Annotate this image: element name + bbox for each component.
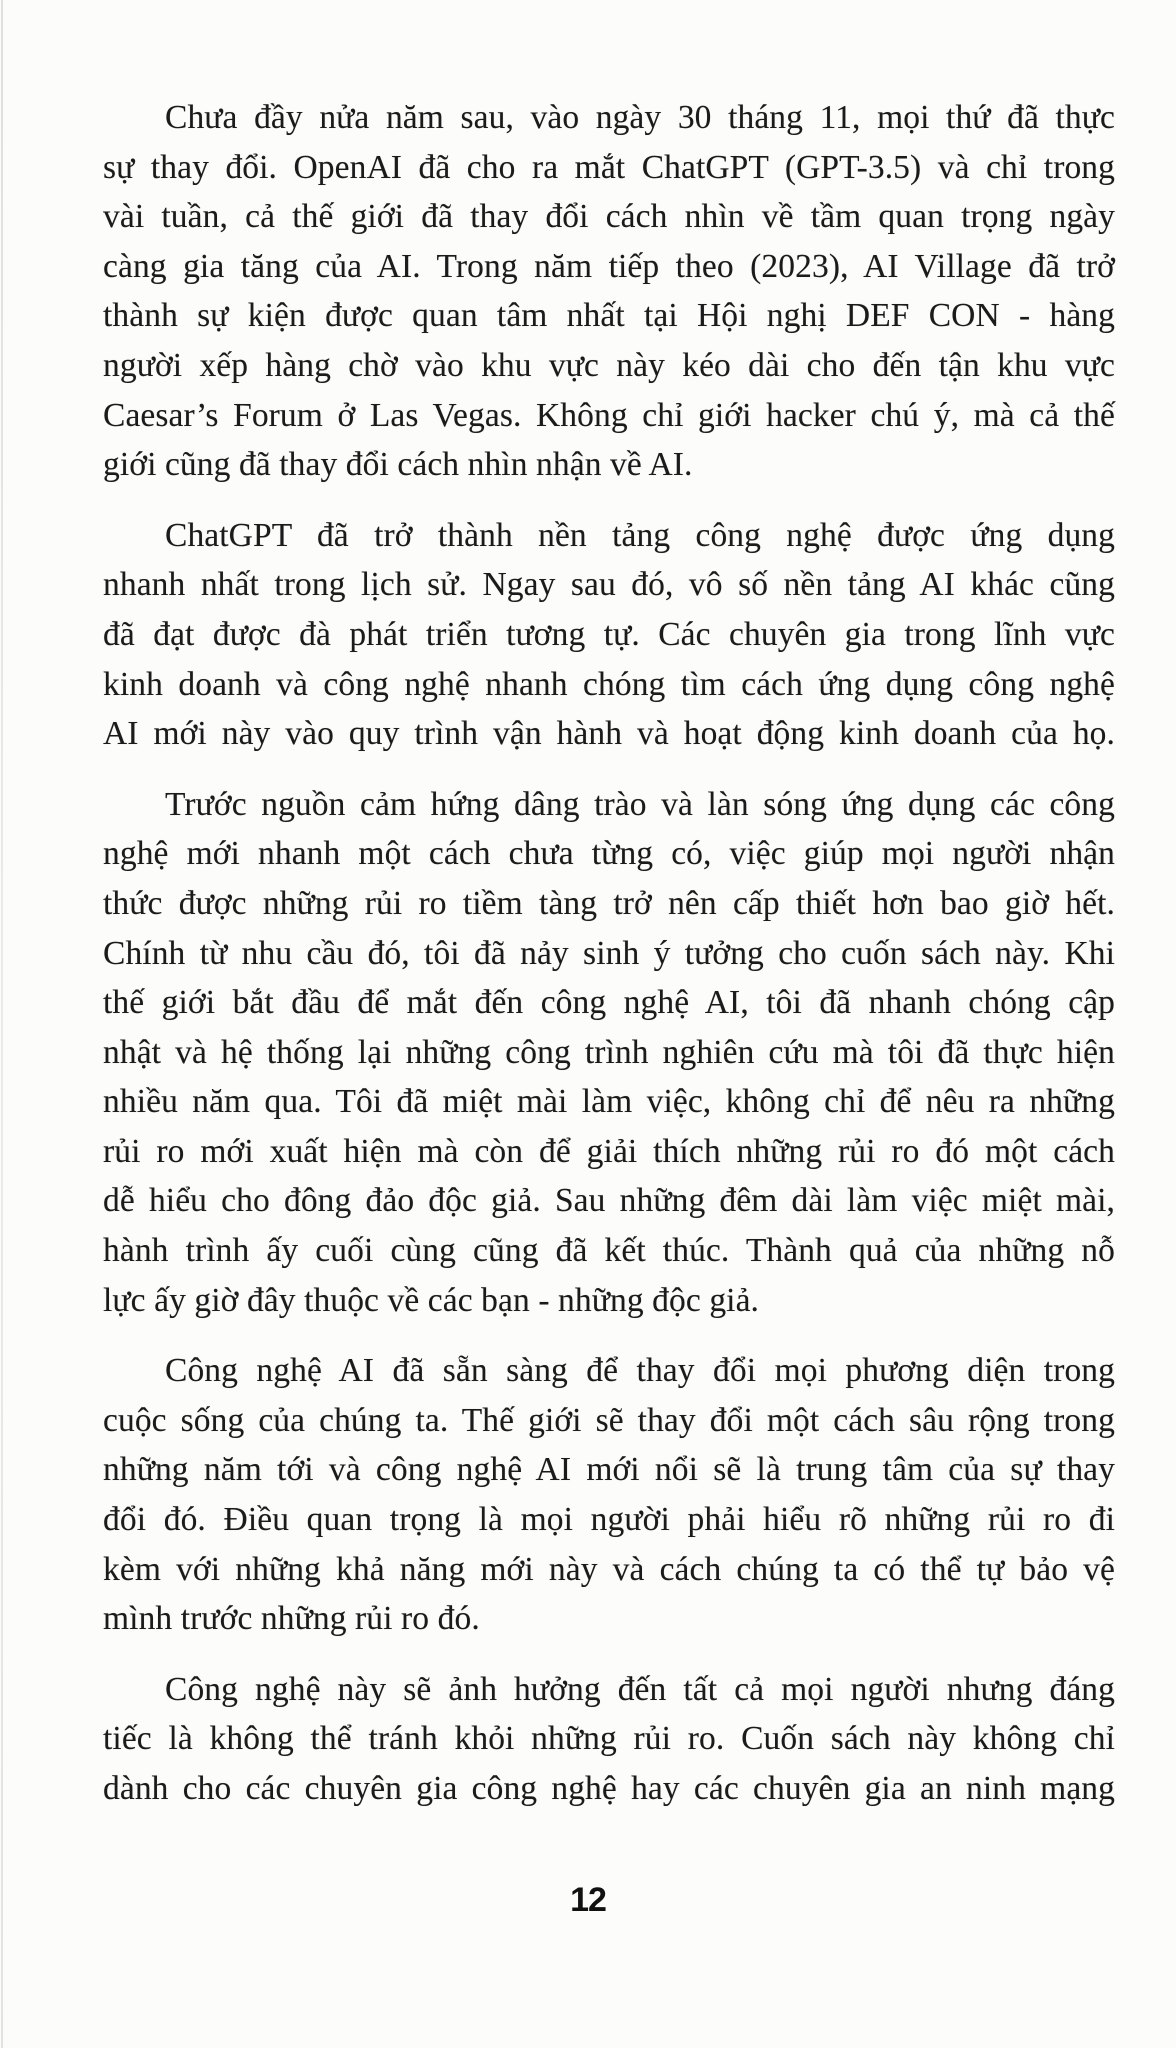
page-body-text bbox=[103, 93, 1115, 1835]
text-line: kinh doanh và công nghệ nhanh chóng tìm cách ứng dụng công nghệ bbox=[103, 665, 1115, 703]
page-edge-shadow bbox=[1, 0, 3, 2048]
paragraph-4 bbox=[103, 1346, 1115, 1644]
text-line: AI mới này vào quy trình vận hành và hoạt động kinh doanh của họ. bbox=[103, 715, 1115, 753]
text-line: Chính từ nhu cầu đó, tôi đã nảy sinh ý tưởng cho cuốn sách này. Khi bbox=[103, 934, 1115, 972]
text-line: ChatGPT đã trở thành nền tảng công nghệ được ứng dụng bbox=[165, 516, 1115, 554]
text-line: Chưa đầy nửa năm sau, vào ngày 30 tháng 11, mọi thứ đã thực bbox=[165, 99, 1115, 136]
text-line: nghệ mới nhanh một cách chưa từng có, việc giúp mọi người nhận bbox=[103, 835, 1115, 873]
text-line: sự thay đổi. OpenAI đã cho ra mắt ChatGPT (GPT-3.5) và chỉ trong bbox=[103, 148, 1115, 186]
text-line: nhiều năm qua. Tôi đã miệt mài làm việc, không chỉ để nêu ra những bbox=[103, 1083, 1115, 1121]
text-line: tiếc là không thể tránh khỏi những rủi ro. Cuốn sách này không chỉ bbox=[103, 1720, 1115, 1758]
text-line: thức được những rủi ro tiềm tàng trở nên cấp thiết hơn bao giờ hết. bbox=[103, 884, 1115, 922]
paragraph-2 bbox=[103, 511, 1115, 759]
text-line: rủi ro mới xuất hiện mà còn để giải thích những rủi ro đó một cách bbox=[103, 1132, 1115, 1170]
text-line: lực ấy giờ đây thuộc về các bạn - những độc giả. bbox=[103, 1281, 760, 1319]
text-line: dễ hiểu cho đông đảo độc giả. Sau những đêm dài làm việc miệt mài, bbox=[103, 1182, 1115, 1220]
text-line: hành trình ấy cuối cùng cũng đã kết thúc. Thành quả của những nỗ bbox=[103, 1232, 1115, 1270]
text-line: mình trước những rủi ro đó. bbox=[103, 1600, 480, 1638]
text-line: Công nghệ này sẽ ảnh hưởng đến tất cả mọi người nhưng đáng bbox=[165, 1670, 1115, 1708]
text-line: thành sự kiện được quan tâm nhất tại Hội nghị DEF CON - hàng bbox=[103, 297, 1115, 335]
page-number: 12 bbox=[570, 1881, 606, 1919]
text-line: kèm với những khả năng mới này và cách chúng ta có thể tự bảo vệ bbox=[103, 1550, 1115, 1588]
text-line: dành cho các chuyên gia công nghệ hay các chuyên gia an ninh mạng bbox=[103, 1770, 1115, 1807]
text-line: cuộc sống của chúng ta. Thế giới sẽ thay đổi một cách sâu rộng trong bbox=[103, 1401, 1115, 1439]
text-line: Công nghệ AI đã sẵn sàng để thay đổi mọi phương diện trong bbox=[165, 1352, 1115, 1390]
paragraph-1 bbox=[103, 93, 1115, 490]
text-line: đã đạt được đà phát triển tương tự. Các chuyên gia trong lĩnh vực bbox=[103, 615, 1115, 653]
text-line: càng gia tăng của AI. Trong năm tiếp theo (2023), AI Village đã trở bbox=[103, 247, 1115, 285]
paragraph-5 bbox=[103, 1665, 1115, 1814]
text-line: nhật và hệ thống lại những công trình nghiên cứu mà tôi đã thực hiện bbox=[103, 1033, 1115, 1071]
paragraph-3 bbox=[103, 780, 1115, 1326]
text-line: đổi đó. Điều quan trọng là mọi người phải hiểu rõ những rủi ro đi bbox=[103, 1501, 1115, 1539]
text-line: giới cũng đã thay đổi cách nhìn nhận về AI. bbox=[103, 446, 693, 484]
text-line: nhanh nhất trong lịch sử. Ngay sau đó, vô số nền tảng AI khác cũng bbox=[103, 566, 1115, 604]
text-line: vài tuần, cả thế giới đã thay đổi cách nhìn về tầm quan trọng ngày bbox=[103, 198, 1115, 236]
text-line: những năm tới và công nghệ AI mới nổi sẽ là trung tâm của sự thay bbox=[103, 1451, 1115, 1489]
text-line: Caesar’s Forum ở Las Vegas. Không chỉ giới hacker chú ý, mà cả thế bbox=[103, 396, 1115, 434]
text-line: thế giới bắt đầu để mắt đến công nghệ AI, tôi đã nhanh chóng cập bbox=[103, 984, 1115, 1022]
text-line: Trước nguồn cảm hứng dâng trào và làn sóng ứng dụng các công bbox=[165, 785, 1115, 823]
text-line: người xếp hàng chờ vào khu vực này kéo dài cho đến tận khu vực bbox=[103, 346, 1115, 384]
